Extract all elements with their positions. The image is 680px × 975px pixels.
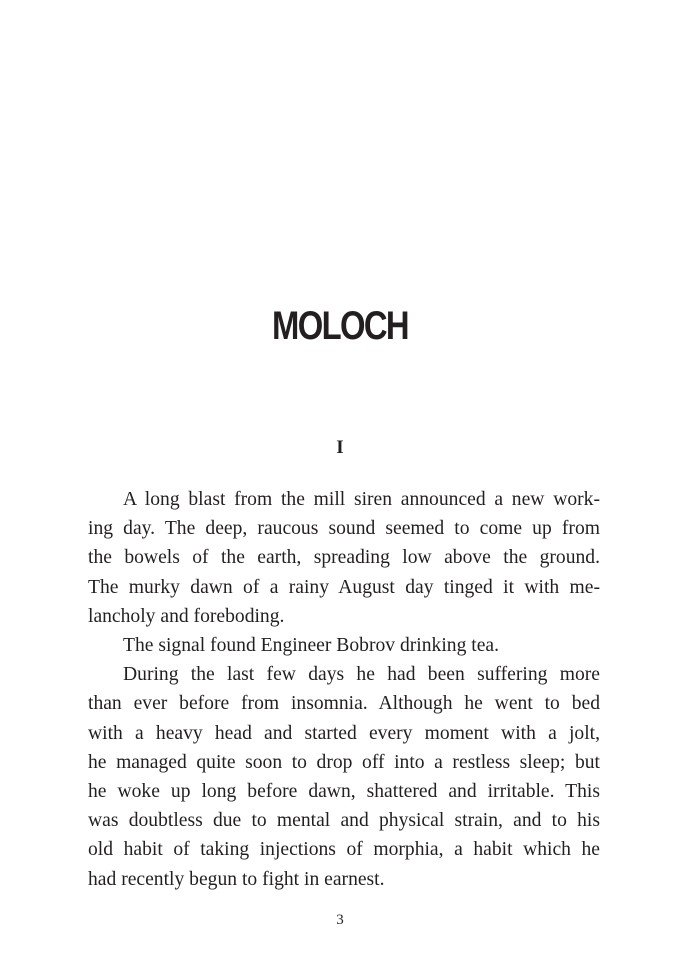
chapter-number: I (336, 437, 344, 458)
text-line: had recently begun to fight in earnest. (88, 868, 385, 890)
text-line: lancholy and foreboding. (88, 605, 285, 627)
text-line: with a heavy head and started every moment with a jolt, (88, 722, 600, 744)
text-line: than ever before from insomnia. Although he went to bed (88, 693, 600, 715)
text-line: The murky dawn of a rainy August day tinged it with me- (88, 576, 600, 598)
text-line: The signal found Engineer Bobrov drinking tea. (123, 635, 500, 657)
text-line: he woke up long before dawn, shattered and irritable. This (88, 781, 600, 803)
text-line: the bowels of the earth, spreading low above the ground. (88, 547, 600, 569)
text-line: A long blast from the mill siren announced a new work- (123, 489, 600, 510)
chapter-body (88, 485, 600, 894)
text-line: During the last few days he had been suffering more (123, 664, 600, 686)
text-line: ing day. The deep, raucous sound seemed to come up from (88, 518, 600, 540)
text-line: he managed quite soon to drop off into a restless sleep; but (88, 751, 600, 773)
text-line: was doubtless due to mental and physical strain, and to his (88, 810, 600, 832)
text-line: old habit of taking injections of morphia, a habit which he (88, 839, 600, 861)
page-number: 3 (336, 912, 344, 928)
book-title: MOLOCH (272, 304, 408, 348)
